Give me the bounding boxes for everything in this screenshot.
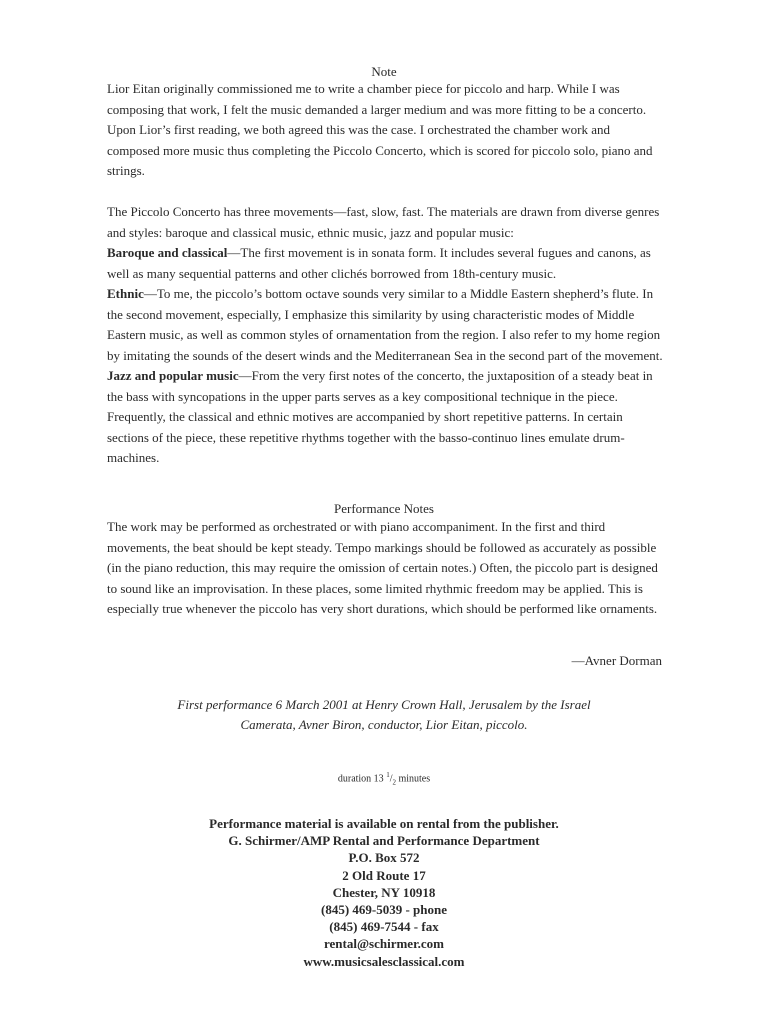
- note-paragraph-2: [107, 202, 665, 469]
- rental-street: 2 Old Route 17: [342, 867, 426, 883]
- ethnic-label: Ethnic: [107, 286, 144, 301]
- note-paragraph-1: Lior Eitan originally commissioned me to write a chamber piece for piccolo and harp. While I was composing that work, I felt the music demanded a larger medium and was more fitting to be a concerto. Upon Lior’s first reading, we both agreed this was the case. I orchestrated the chamber work and composed more music thus completing the Piccolo Concerto, which is scored for piccolo solo, piano and strings.: [107, 81, 653, 178]
- jazz-text: —From the very first notes of the concerto, the juxtaposition of a steady beat in the bass with syncopations in the upper parts serves as a key compositional technique in the piece. Frequently, the classical and ethnic motives are accompanied by short repetitive patterns. In certain sections of the piece, these repetitive rhythms together with the basso-continuo lines emulate drum-machines.: [107, 368, 653, 465]
- premiere-line-2: Camerata, Avner Biron, conductor, Lior Eitan, piccolo.: [240, 717, 528, 732]
- rental-department: G. Schirmer/AMP Rental and Performance Department: [228, 833, 540, 849]
- jazz-label: Jazz and popular music: [107, 368, 239, 383]
- author-signature: —Avner Dorman: [571, 653, 662, 668]
- baroque-label: Baroque and classical: [107, 245, 228, 260]
- duration-prefix: duration 13: [337, 773, 387, 785]
- performance-notes-text: The work may be performed as orchestrated or with piano accompaniment. In the first and third movements, the beat should be kept steady. Tempo markings should be followed as accurately as possible (in the piano reduction, this may require the omission of certain notes.) Often, the piccolo part is designed to sound like an improvisation. In these places, some limited rhythmic freedom may be applied. This is especially true whenever the piccolo has very short durations, which should be performed like ornaments.: [107, 519, 658, 616]
- note-section: [107, 79, 665, 469]
- duration: [0, 768, 768, 789]
- rental-city: Chester, NY 10918: [332, 884, 436, 900]
- ethnic-text: —To me, the piccolo’s bottom octave sounds very similar to a Middle Eastern shepherd’s flute. In the second movement, especially, I emphasize this similarity by using characteristic modes of Middle Eastern music, as well as common styles of ornamentation from the region. I also refer to my home region by imitating the sounds of the desert winds and the Mediterranean Sea in the second part of the movement.: [107, 286, 663, 363]
- movements-intro: The Piccolo Concerto has three movements—fast, slow, fast. The materials are drawn from diverse genres and styles: baroque and classical music, ethnic music, jazz and popular music:: [107, 204, 660, 240]
- rental-fax: (845) 469-7544 - fax: [329, 919, 439, 935]
- duration-denominator: 2: [392, 778, 396, 787]
- rental-info: [0, 815, 768, 970]
- duration-numerator: 1: [386, 771, 390, 779]
- duration-slash: /: [389, 773, 393, 785]
- rental-email: rental@schirmer.com: [323, 936, 445, 952]
- rental-po-box: P.O. Box 572: [348, 850, 420, 866]
- rental-website: www.musicsalesclassical.com: [303, 953, 465, 969]
- rental-phone: (845) 469-5039 - phone: [320, 902, 448, 918]
- baroque-text: —The first movement is in sonata form. It includes several fugues and canons, as well as many sequential patterns and other clichés borrowed from 18th-century music.: [107, 245, 651, 281]
- performance-notes-heading: Performance Notes: [334, 501, 434, 516]
- premiere-info: [0, 695, 768, 735]
- premiere-line-1: First performance 6 March 2001 at Henry Crown Hall, Jerusalem by the Israel: [177, 697, 591, 712]
- note-heading: Note: [371, 64, 397, 79]
- rental-line: Performance material is available on rental from the publisher.: [209, 816, 559, 831]
- duration-suffix: minutes: [395, 773, 431, 785]
